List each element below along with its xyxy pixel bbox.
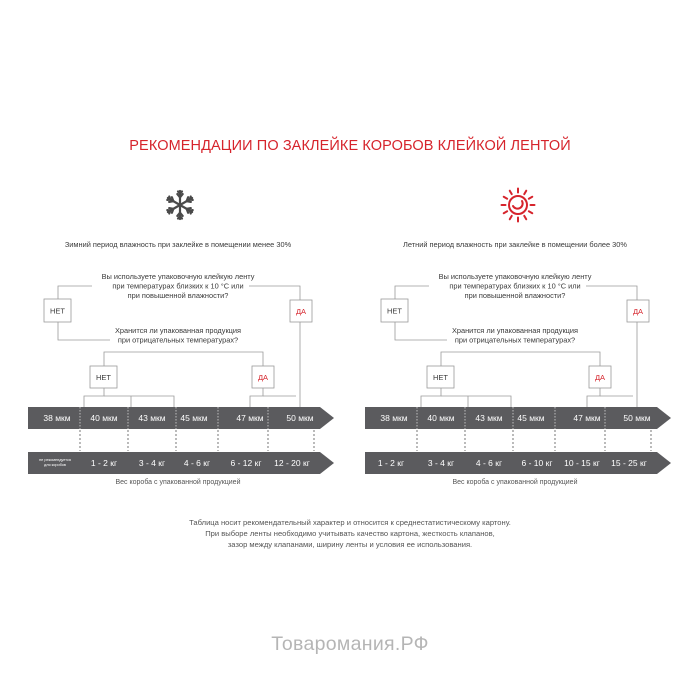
connector-line [587, 388, 600, 407]
weight-label: 15 - 25 кг [611, 458, 647, 468]
question-1-line: при повышенной влажности? [127, 291, 229, 300]
connector-line [104, 352, 263, 366]
winter-panel [28, 191, 334, 486]
thickness-label: 43 мкм [138, 413, 166, 423]
question-1-line: при температурах близких к 10 °C или [112, 281, 244, 291]
note-line: Таблица носит рекомендательный характер и относится к среднестатистическому картону. [189, 518, 511, 527]
weight-label: 1 - 2 кг [90, 458, 118, 468]
snowflake-icon [167, 191, 192, 219]
thickness-label: 38 мкм [380, 413, 408, 423]
thickness-label: 43 мкм [475, 413, 503, 423]
note-line: зазор между клапанами, ширину ленты и условия ее использования. [227, 540, 473, 549]
weight-label: 12 - 20 кг [274, 458, 310, 468]
connector-line [250, 388, 263, 407]
connector-line [58, 322, 110, 340]
weight-label: 10 - 15 кг [564, 458, 600, 468]
period-label: Летний период влажность при заклейке в помещении более 30% [403, 240, 627, 249]
answer-yes-box-label: ДА [295, 307, 307, 316]
question-1-line: при температурах близких к 10 °C или [449, 281, 581, 291]
weight-label: 3 - 4 кг [427, 458, 455, 468]
connector-line [441, 352, 600, 366]
thickness-label: 45 мкм [517, 413, 545, 423]
question-2-line: при отрицательных температурах? [117, 335, 239, 345]
answer-no-box-label: НЕТ [50, 306, 65, 316]
connector-line [395, 286, 429, 299]
weight-label: 4 - 6 кг [475, 458, 503, 468]
connector-line [395, 322, 447, 340]
connector-line [441, 396, 511, 407]
weight-label: 6 - 12 кг [230, 458, 262, 468]
thickness-label: 47 мкм [573, 413, 601, 423]
period-label: Зимний период влажность при заклейке в помещении менее 30% [64, 240, 292, 249]
connector-line [104, 396, 174, 407]
answer-yes-box-label: ДА [594, 373, 606, 382]
answer-no-box-label: НЕТ [387, 306, 402, 316]
thickness-label: 38 мкм [43, 413, 71, 423]
question-2-line: при отрицательных температурах? [454, 335, 576, 345]
thickness-label: 40 мкм [90, 413, 118, 423]
question-2-line: Хранится ли упакованная продукция [451, 326, 579, 335]
weight-note: для коробов [44, 463, 66, 467]
question-1-line: Вы используете упаковочную клейкую ленту [438, 272, 592, 281]
question-1-line: Вы используете упаковочную клейкую ленту [101, 272, 255, 281]
note-line: При выборе ленты необходимо учитывать качество картона, жесткость клапанов, [205, 529, 495, 538]
weight-label: 1 - 2 кг [377, 458, 405, 468]
watermark: Товаромания.РФ [271, 633, 429, 655]
thickness-label: 47 мкм [236, 413, 264, 423]
weight-note: не рекомендуется [39, 458, 71, 462]
weight-caption: Вес короба с упакованной продукцией [115, 479, 241, 486]
thickness-label: 50 мкм [623, 413, 651, 423]
connector-line [58, 286, 92, 299]
summer-panel [365, 189, 671, 487]
answer-yes-box-label: ДА [257, 373, 269, 382]
disclaimer-note [150, 517, 550, 550]
connector-line [421, 388, 441, 407]
answer-no-box-label: НЕТ [433, 373, 448, 382]
page-title: РЕКОМЕНДАЦИИ ПО ЗАКЛЕЙКЕ КОРОБОВ КЛЕЙКОЙ ЛЕНТОЙ [129, 138, 571, 154]
weight-caption: Вес короба с упакованной продукцией [452, 479, 578, 486]
thickness-label: 40 мкм [427, 413, 455, 423]
sun-icon [502, 189, 535, 222]
weight-label: 3 - 4 кг [138, 458, 166, 468]
answer-no-box-label: НЕТ [96, 373, 111, 382]
connector-line [586, 286, 637, 300]
answer-yes-box-label: ДА [632, 307, 644, 316]
connector-line [84, 388, 104, 407]
thickness-label: 45 мкм [180, 413, 208, 423]
weight-label: 4 - 6 кг [183, 458, 211, 468]
question-1-line: при повышенной влажности? [464, 291, 566, 300]
weight-label: 6 - 10 кг [521, 458, 553, 468]
thickness-label: 50 мкм [286, 413, 314, 423]
question-2-line: Хранится ли упакованная продукция [114, 326, 242, 335]
connector-line [249, 286, 300, 300]
